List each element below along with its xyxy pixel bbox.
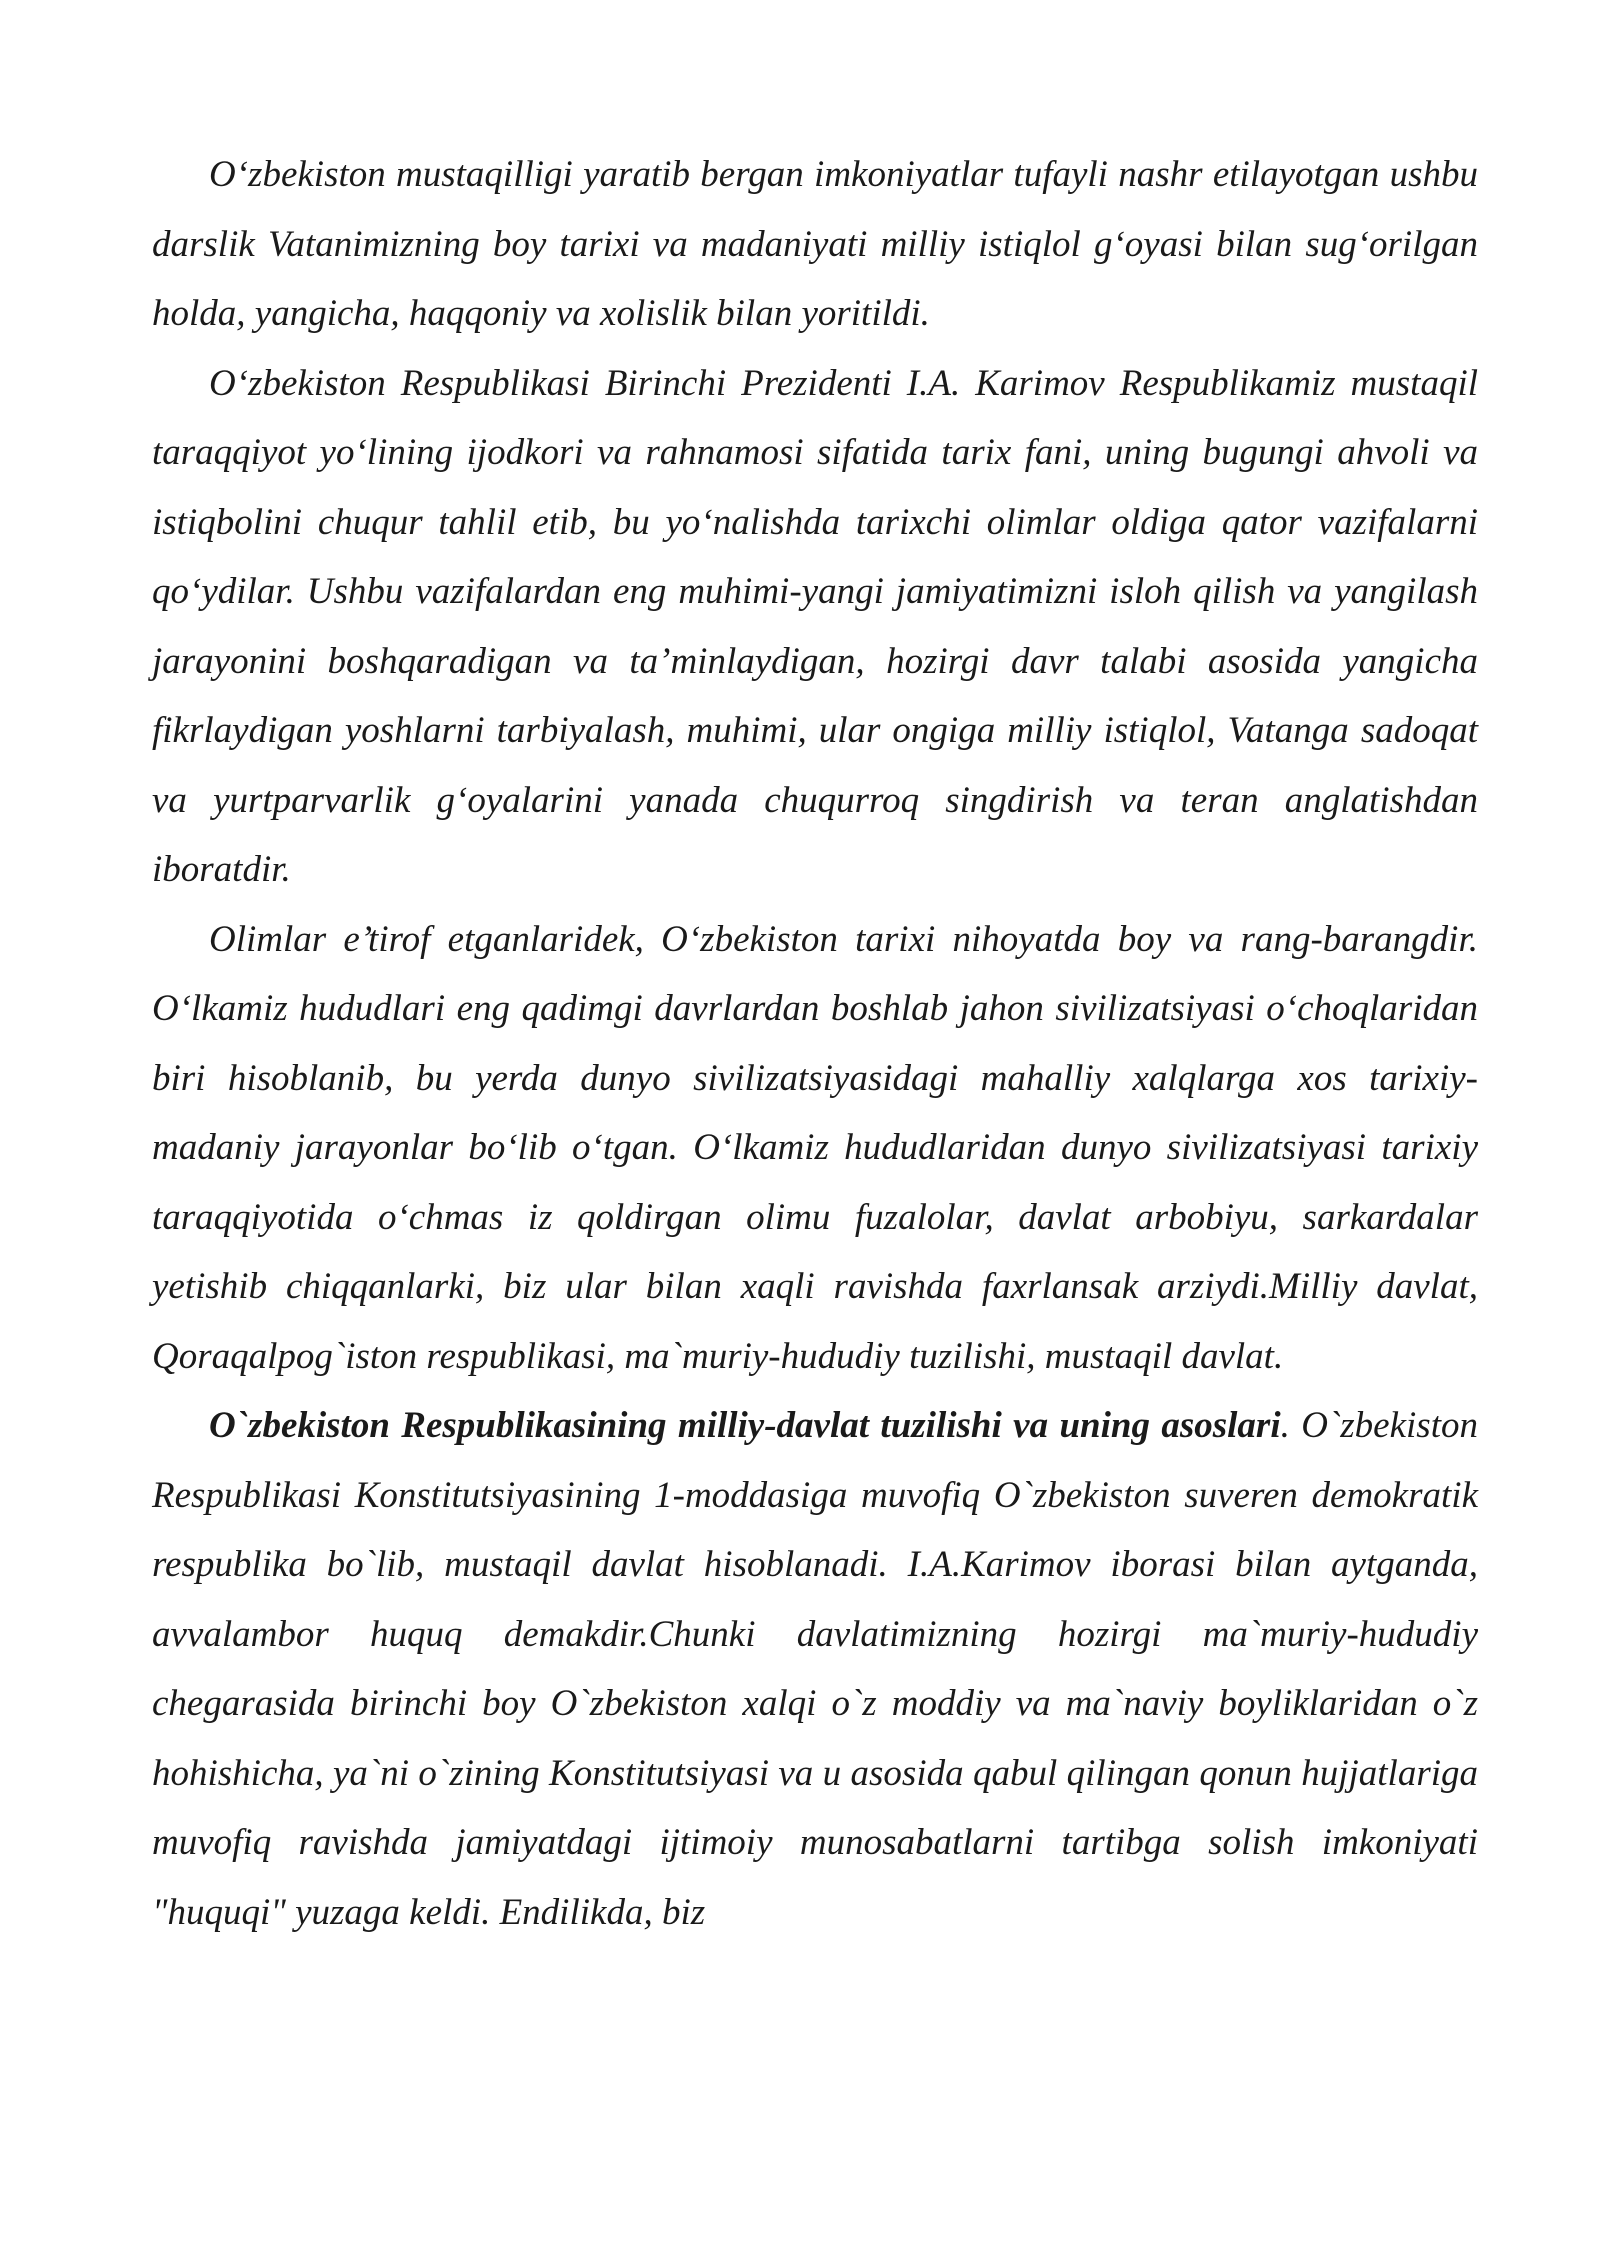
paragraph-intro: O‘zbekiston mustaqilligi yaratib bergan imkoniyatlar tufayli nashr etilayotgan ushbu darslik Vatanimizning boy tarixi va madaniyati milliy istiqlol g‘oyasi bilan sug‘orilgan holda, yangicha, haqqoniy va xolislik bilan yoritildi. — [152, 154, 1478, 334]
section-heading: O`zbekiston Respublikasining milliy-davlat tuzilishi va uning asoslari — [209, 1405, 1281, 1446]
section-body-text: O`zbekiston Respublikasi Konstitutsiyasining 1-moddasiga muvofiq O`zbekiston suveren demokratik respublika bo`lib, mustaqil davlat hisoblanadi. I.A.Karimov iborasi bilan aytganda, avvalambor huquq demakdir.Chunki davlatimizning hozirgi ma`muriy-hududiy chegarasida birinchi boy O`zbekiston xalqi o`z moddiy va ma`naviy boyliklaridan o`z hohishicha, ya`ni o`zining Konstitutsiyasi va u asosida qabul qilingan qonun hujjatlariga muvofiq ravishda jamiyatdagi ijtimoiy munosabatlarni tartibga solish imkoniyati "huquqi" yuzaga keldi. Endilikda, biz — [152, 1405, 1478, 1933]
paragraph-history: Olimlar e’tirof etganlaridek, O‘zbekiston tarixi nihoyatda boy va rang-barangdir. O‘lkamiz hududlari eng qadimgi davrlardan boshlab jahon sivilizatsiyasi o‘choqlaridan biri hisoblanib, bu yerda dunyo sivilizatsiyasidagi mahalliy xalqlarga xos tarixiy-madaniy jarayonlar bo‘lib o‘tgan. O‘lkamiz hududlaridan dunyo sivilizatsiyasi tarixiy taraqqiyotida o‘chmas iz qoldirgan olimu fuzalolar, davlat arbobiyu, sarkardalar yetishib chiqqanlarki, biz ular bilan xaqli ravishda faxrlansak arziydi.Milliy davlat, Qoraqalpog`iston respublikasi, ma`muriy-hududiy tuzilishi, mustaqil davlat. — [152, 918, 1478, 1377]
paragraph-president: O‘zbekiston Respublikasi Birinchi Prezidenti I.A. Karimov Respublikamiz mustaqil taraqqiyot yo‘lining ijodkori va rahnamosi sifatida tarix fani, uning bugungi ahvoli va istiqbolini chuqur tahlil etib, bu yo‘nalishda tarixchi olimlar oldiga qator vazifalarni qo‘ydilar. Ushbu vazifalardan eng muhimi-yangi jamiyatimizni isloh qilish va yangilash jarayonini boshqaradigan va ta’minlaydigan, hozirgi davr talabi asosida yangicha fikrlaydigan yoshlarni tarbiyalash, muhimi, ular ongiga milliy istiqlol, Vatanga sadoqat va yurtparvarlik g‘oyalarini yanada chuqurroq singdirish va teran anglatishdan iboratdir. — [152, 362, 1478, 890]
document-page — [152, 140, 1478, 1947]
section-heading-end: . — [1280, 1405, 1290, 1446]
paragraph-state-structure — [152, 1391, 1478, 1947]
